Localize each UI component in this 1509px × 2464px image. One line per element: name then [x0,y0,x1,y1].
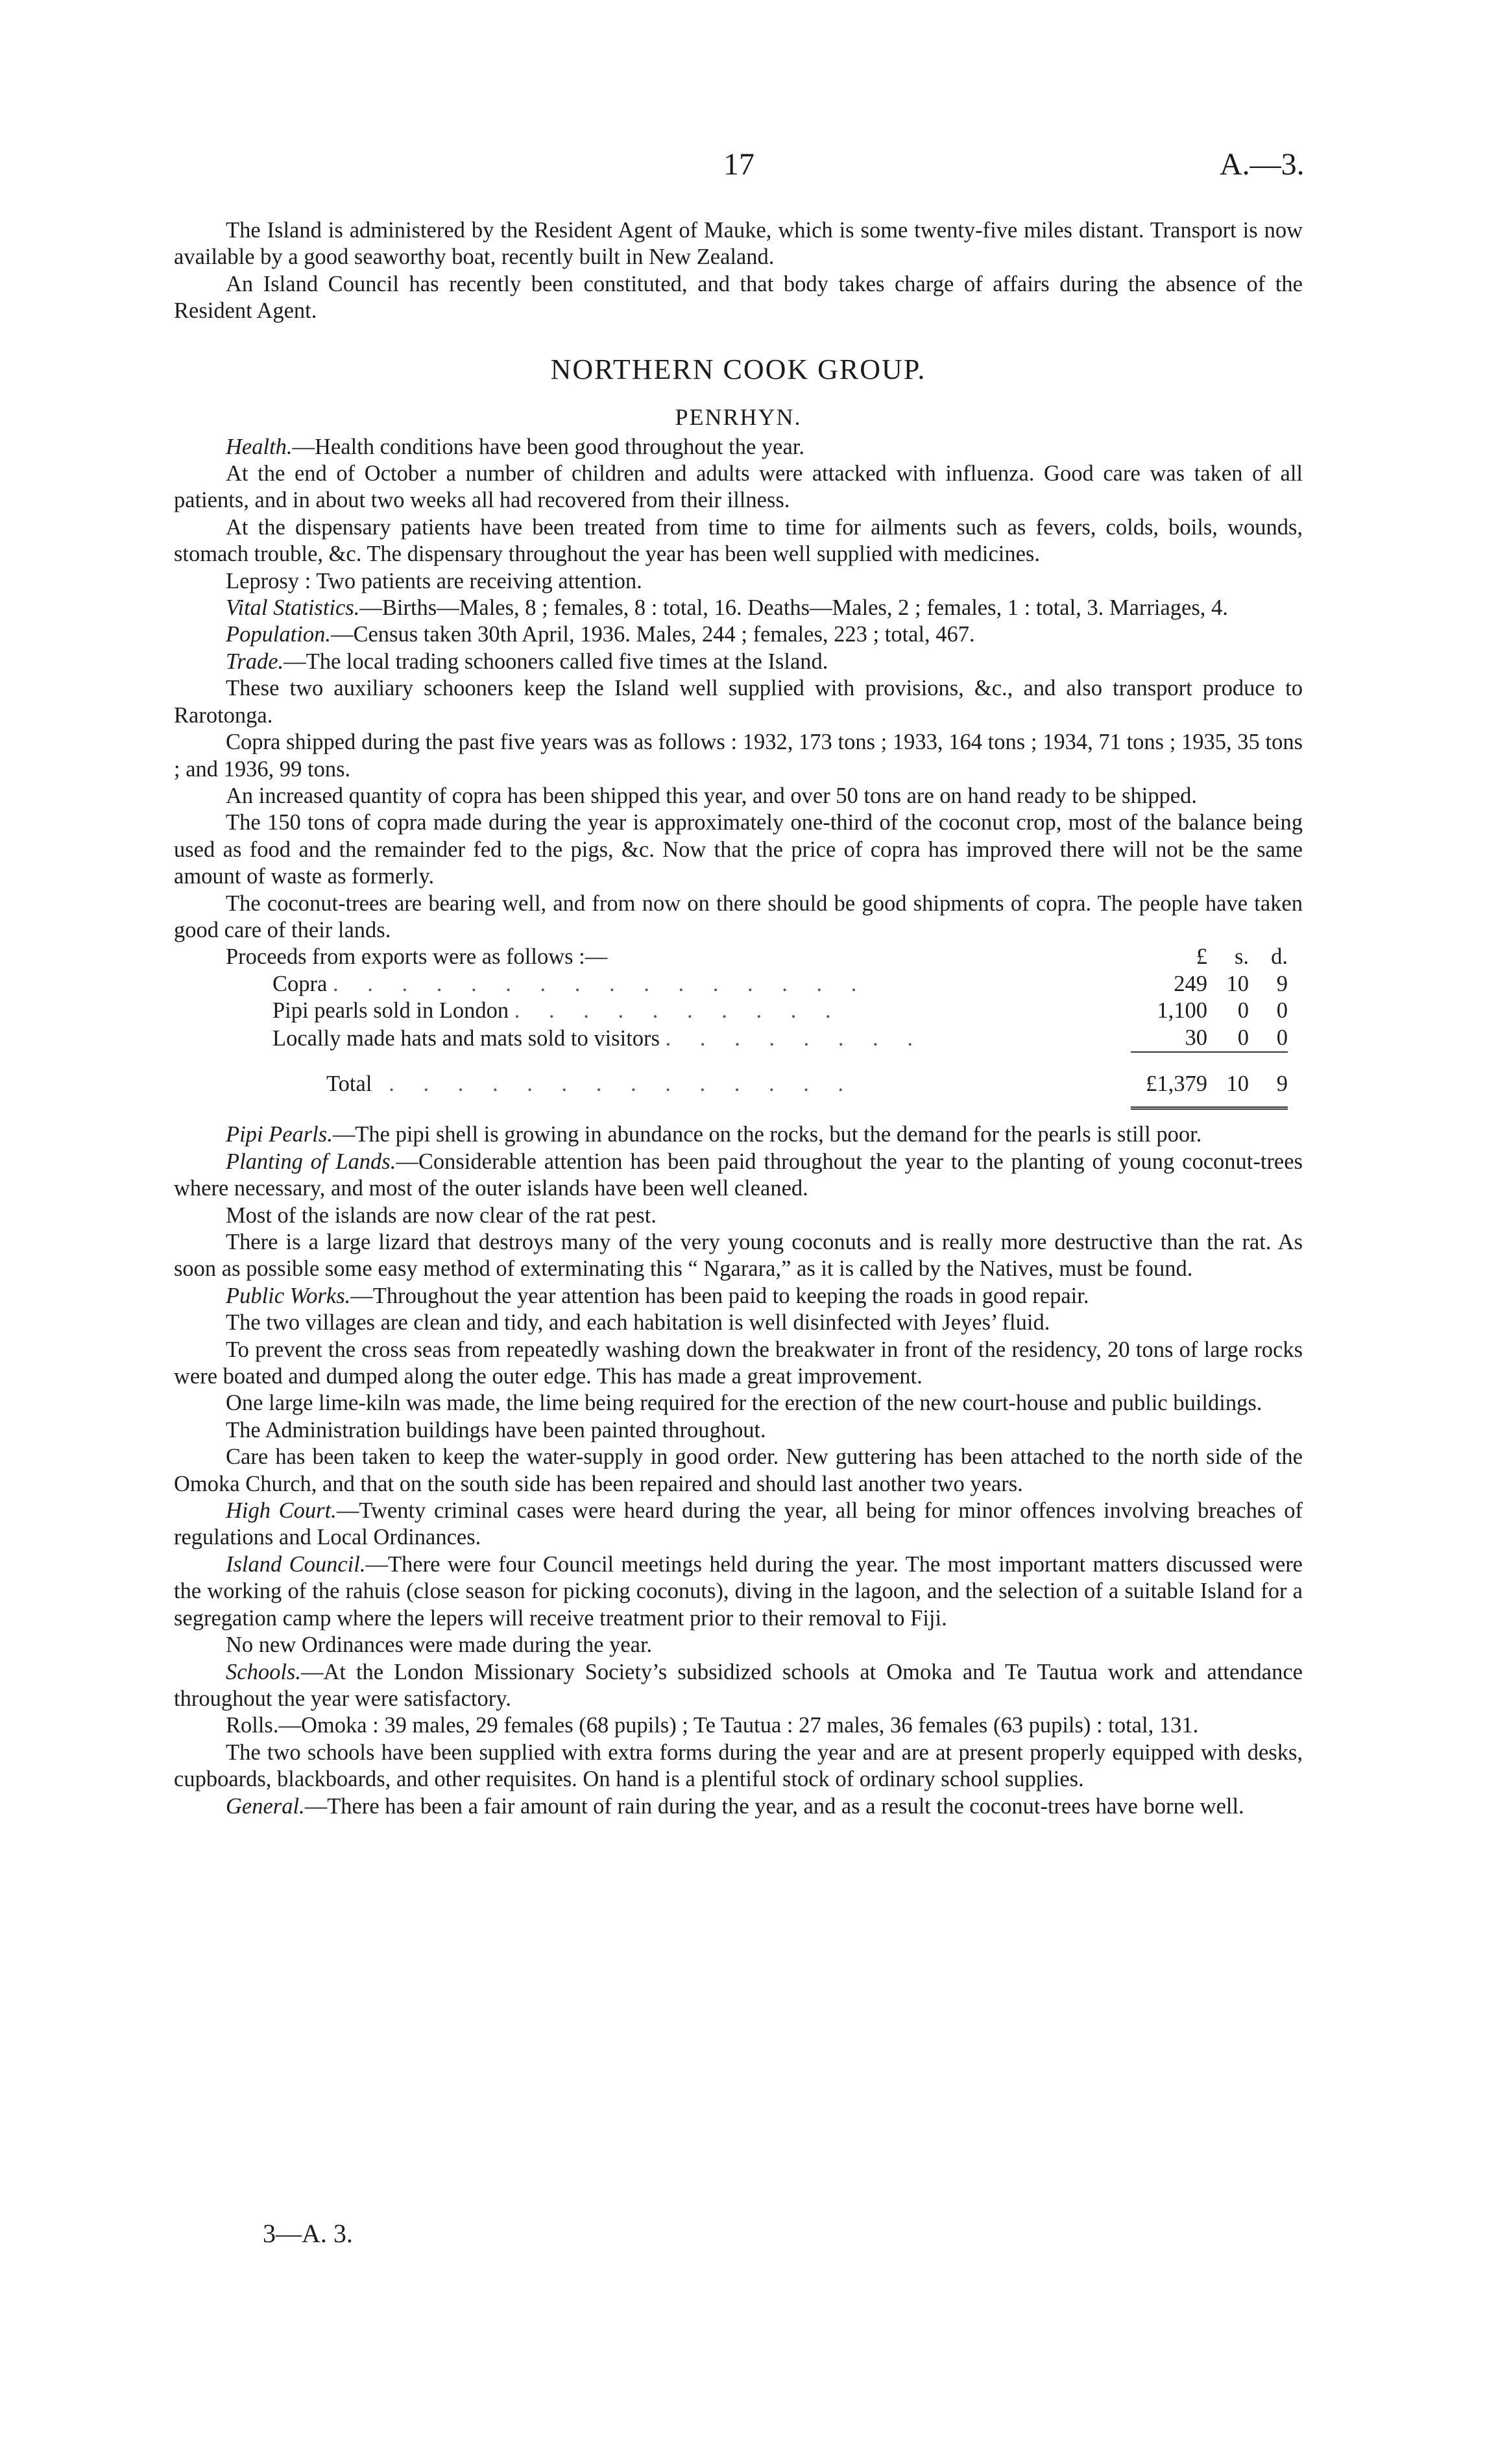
leprosy-paragraph: Leprosy : Two patients are receiving attention. [226,568,642,593]
villages-paragraph: The two villages are clean and tidy, and each habitation is well disinfected with Jeyes’ fluid. [226,1310,1050,1335]
leader-dots: . . . . . . . . . . . . . . [389,1071,856,1096]
total-pounds: £1,379 [1146,1071,1207,1096]
rolls-paragraph: Rolls.—Omoka : 39 males, 29 females (68 pupils) ; Te Tautua : 27 males, 36 females (63 pupils) : total, 131. [226,1713,1199,1738]
influenza-paragraph: At the end of October a number of children and adults were attacked with influenza. Good care was taken of all patients, and in about two weeks all had recovered from their illness. [174,461,1303,513]
copra-150-paragraph: The 150 tons of copra made during the year is approximately one-third of the coconut crop, most of the balance being used as food and the remainder fed to the pigs, &c. Now that the price of copra has improved there will not be the same amount of waste as formerly. [174,810,1303,889]
total-label-text: Total [326,1071,372,1096]
planting-heading: Planting of Lands. [226,1149,396,1174]
schools-paragraph [174,1659,1303,1713]
population-text: —Census taken 30th April, 1936. Males, 244 ; females, 223 ; total, 467. [330,622,975,647]
population-paragraph [174,621,1303,648]
proceeds-row [226,998,1288,1024]
rule-spacer [226,1097,1131,1108]
court-text: —Twenty criminal cases were heard during the year, all being for minor offences involving breaches of regulations and Local Ordinances. [174,1498,1303,1550]
total-double-rule [226,1097,1288,1108]
proceeds-label-text: Copra [272,971,328,996]
population-heading: Population. [226,622,331,647]
pipi-heading: Pipi Pearls. [226,1122,333,1147]
leader-dots: . . . . . . . . . . [514,998,843,1023]
body-text [174,217,1303,1820]
vital-heading: Vital Statistics. [226,595,360,621]
health-paragraph [174,434,1303,461]
proceeds-header-row [226,944,1288,970]
proceeds-row [226,1025,1288,1052]
vital-text: —Births—Males, 8 ; females, 8 : total, 16. Deaths—Males, 2 ; females, 1 : total, 3. Marriages, 4. [359,595,1228,621]
proceeds-row [226,971,1288,998]
proceeds-table [226,944,1288,1110]
page-footer-signature: 3—A. 3. [263,2219,353,2248]
forms-paragraph: The two schools have been supplied with extra forms during the year and are at present properly equipped with desks, cupboards, blackboards, and other requisites. On hand is a plentiful stock of ordinary school supplies. [174,1740,1303,1792]
copra-increase-paragraph: An increased quantity of copra has been shipped this year, and over 50 tons are on hand ready to be shipped. [226,783,1197,808]
court-heading: High Court. [226,1498,337,1524]
public-works-paragraph [174,1283,1303,1310]
health-heading: Health. [226,434,293,459]
coconut-bearing-paragraph: The coconut-trees are bearing well, and from now on there should be good shipments of copra. The people have taken good care of their lands. [174,891,1303,942]
council-text: —There were four Council meetings held during the year. The most important matters discussed were the working of the rahuis (close season for picking coconuts), diving in the lagoon, and the selection of a suitable Island for a segregation camp where the lepers will receive treatment prior to their removal to Fiji. [174,1551,1303,1631]
vital-statistics-paragraph [174,595,1303,621]
schools-text: —At the London Missionary Society’s subsidized schools at Omoka and Te Tautua work and attendance throughout the year were satisfactory. [174,1659,1303,1711]
proceeds-label [226,971,1131,998]
trade-heading: Trade. [226,649,284,674]
document-reference: A.—3. [1220,147,1305,182]
proceeds-total-row [226,1052,1288,1097]
planting-paragraph [174,1149,1303,1202]
proceeds-pence: 9 [1276,971,1288,996]
leader-dots: . . . . . . . . . . . . . . . . [332,971,869,996]
intro-paragraph: The Island is administered by the Resident Agent of Mauke, which is some twenty-five miles distant. Transport is now available by a good seaworthy boat, recently built in New Zealand. [174,218,1303,270]
planting-text: —Considerable attention has been paid throughout the year to the planting of young coconut-trees where necessary, and most of the outer islands have been well cleaned. [174,1149,1303,1201]
section-title: NORTHERN COOK GROUP. [550,353,926,385]
general-heading: General. [226,1793,305,1819]
proceeds-shillings: 0 [1237,998,1249,1023]
general-text: —There has been a fair amount of rain during the year, and as a result the coconut-trees have borne well. [304,1793,1244,1819]
lime-kiln-paragraph: One large lime-kiln was made, the lime being required for the erection of the new court-house and public buildings. [226,1391,1262,1416]
proceeds-label [226,1025,1131,1052]
pipi-text: —The pipi shell is growing in abundance on the rocks, but the demand for the pearls is still poor. [332,1122,1202,1147]
proceeds-pounds: 30 [1131,1025,1207,1052]
dispensary-paragraph: At the dispensary patients have been treated from time to time for ailments such as fevers, colds, boils, wounds, stomach trouble, &c. The dispensary throughout the year has been well supplied with medicines. [174,514,1303,567]
total-label [226,1052,1131,1097]
council-heading: Island Council. [226,1551,366,1577]
ordinances-paragraph: No new Ordinances were made during the year. [226,1633,653,1658]
proceeds-pence: 0 [1276,998,1288,1023]
proceeds-section [174,944,1303,1110]
intro-paragraph: An Island Council has recently been constituted, and that body takes charge of affairs during the absence of the Resident Agent. [174,271,1303,324]
general-paragraph [174,1793,1303,1820]
pence-header: d. [1271,944,1288,970]
island-council-paragraph [174,1551,1303,1632]
cross-seas-paragraph: To prevent the cross seas from repeatedly washing down the breakwater in front of the residency, 20 tons of large rocks were boated and dumped along the outer edge. This has made a great improvement. [174,1337,1303,1389]
double-rule [1207,1097,1249,1108]
proceeds-shillings: 10 [1226,971,1249,996]
total-shillings: 10 [1226,1071,1249,1096]
pounds-header: £ [1196,944,1207,970]
works-heading: Public Works. [226,1283,351,1308]
copra-shipped-paragraph: Copra shipped during the past five years was as follows : 1932, 173 tons ; 1933, 164 tons ; 1934, 71 tons ; 1935, 35 tons ; and 1936, 99 tons. [174,730,1303,782]
double-rule [1131,1097,1207,1108]
health-text: —Health conditions have been good throughout the year. [292,434,805,459]
trade-paragraph [174,649,1303,675]
total-pence: 9 [1276,1071,1288,1096]
water-supply-paragraph: Care has been taken to keep the water-supply in good order. New guttering has been attached to the north side of the Omoka Church, and that on the south side has been repaired and should last another two years. [174,1444,1303,1496]
admin-buildings-paragraph: The Administration buildings have been painted throughout. [226,1417,766,1442]
works-text: —Throughout the year attention has been paid to keeping the roads in good repair. [350,1283,1089,1308]
rat-paragraph: Most of the islands are now clear of the rat pest. [226,1202,657,1228]
shillings-header: s. [1234,944,1249,970]
proceeds-pence: 0 [1249,1025,1288,1052]
proceeds-label-text: Pipi pearls sold in London [272,998,509,1023]
proceeds-pounds: 249 [1174,971,1207,996]
subsection-title: PENRHYN. [675,403,802,430]
page-number: 17 [723,147,754,182]
schooners-paragraph: These two auxiliary schooners keep the Island well supplied with provisions, &c., and also transport produce to Rarotonga. [174,676,1303,728]
proceeds-pounds: 1,100 [1157,998,1207,1023]
lizard-paragraph: There is a large lizard that destroys many of the very young coconuts and is really more destructive than the rat. As soon as possible some easy method of exterminating this “ Ngarara,” as it is called by the Natives, must be found. [174,1230,1303,1282]
schools-heading: Schools. [226,1659,301,1684]
high-court-paragraph [174,1498,1303,1551]
trade-text: —The local trading schooners called five times at the Island. [284,649,828,674]
proceeds-label-text: Locally made hats and mats sold to visitors [272,1025,660,1051]
proceeds-label [226,998,1131,1024]
leader-dots: . . . . . . . . [665,1025,924,1051]
proceeds-title [226,944,1131,970]
pipi-pearls-paragraph [174,1121,1303,1148]
proceeds-shillings: 0 [1207,1025,1249,1052]
double-rule [1249,1097,1288,1108]
proceeds-title-text: Proceeds from exports were as follows :— [226,944,608,970]
